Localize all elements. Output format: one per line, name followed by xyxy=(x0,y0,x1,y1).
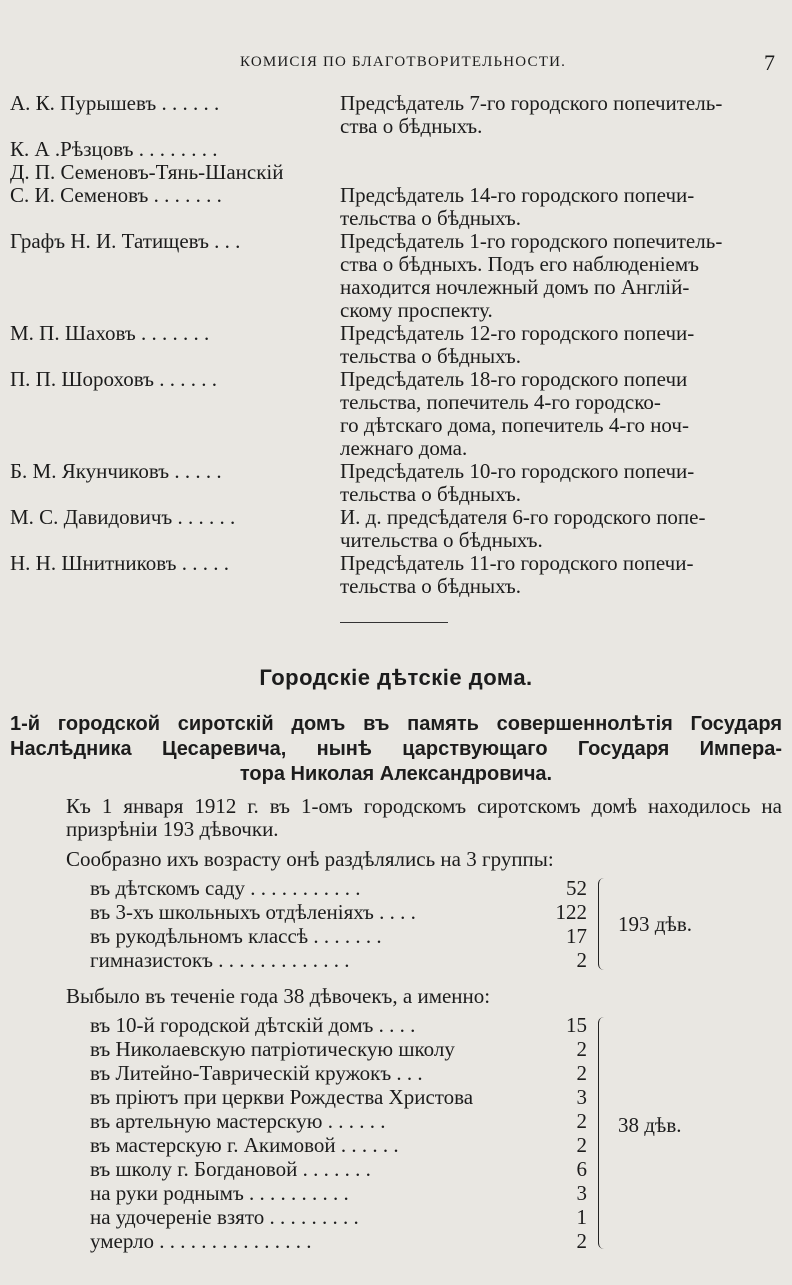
departure-row-label: въ Николаевскую патріотическую школу xyxy=(90,1037,455,1061)
departure-row xyxy=(90,1229,780,1253)
departure-row-value: 3 xyxy=(576,1181,587,1205)
group-row-value: 122 xyxy=(555,900,587,924)
departures-intro xyxy=(10,985,782,1008)
member-role-line: Предсѣдатель 18-го городского попечи xyxy=(340,367,688,391)
members-list xyxy=(10,92,785,598)
member-name: Графъ Н. И. Татищевъ . . . xyxy=(10,230,241,253)
departure-row-label: въ Литейно-Таврическій кружокъ . . . xyxy=(90,1061,423,1085)
member-role-line: тельства о бѣдныхъ. xyxy=(340,206,521,230)
member-name: Б. М. Якунчиковъ . . . . . xyxy=(10,460,222,483)
member-name: Д. П. Семеновъ-Тянь-Шанскій xyxy=(10,161,284,184)
page-number: 7 xyxy=(764,50,775,75)
member-role-line: скому проспекту. xyxy=(340,298,493,322)
section-title: Городскіе дѣтскіе дома. xyxy=(259,665,533,690)
member-name: П. П. Шороховъ . . . . . . xyxy=(10,368,217,391)
group-row-label: гимназистокъ . . . . . . . . . . . . . xyxy=(90,948,350,972)
member-row xyxy=(10,322,785,368)
member-role-line: лежнаго дома. xyxy=(340,436,468,460)
departure-row xyxy=(90,1061,780,1085)
member-role-line: го дѣтскаго дома, попечитель 4-го ноч- xyxy=(340,413,689,437)
groups-intro-text: Сообразно ихъ возрасту онѣ раздѣлялись на 3 группы: xyxy=(66,847,554,871)
member-role-line: тельства о бѣдныхъ. xyxy=(340,574,521,598)
departure-row-value: 1 xyxy=(576,1205,587,1229)
intro-text: Къ 1 января 1912 г. въ 1-омъ городскомъ сиротскомъ домѣ находилось на призрѣніи 193 дѣвочки. xyxy=(66,794,782,841)
group-row-label: въ 3-хъ школьныхъ отдѣленіяхъ . . . . xyxy=(90,900,416,924)
member-role-line: Предсѣдатель 12-го городского попечи- xyxy=(340,321,695,345)
departure-row-label: въ школу г. Богдановой . . . . . . . xyxy=(90,1157,371,1181)
member-role xyxy=(340,92,785,138)
orphanage-title-line-1: 1-й городской сиротскій домъ въ память совершеннолѣтія Государя xyxy=(10,713,782,735)
group-row xyxy=(90,876,780,900)
member-name: М. П. Шаховъ . . . . . . . xyxy=(10,322,210,345)
member-row xyxy=(10,138,785,161)
member-role-line: тельства, попечитель 4-го городско- xyxy=(340,390,661,414)
group-row-value: 2 xyxy=(576,948,587,972)
departure-row-label: умерло . . . . . . . . . . . . . . . xyxy=(90,1229,312,1253)
departure-row xyxy=(90,1157,780,1181)
departures-intro-text: Выбыло въ теченіе года 38 дѣвочекъ, а именно: xyxy=(66,984,491,1008)
member-role-line: Предсѣдатель 11-го городского попечи- xyxy=(340,551,694,575)
member-name: К. А .Рѣзцовъ . . . . . . . . xyxy=(10,138,218,161)
member-name: С. И. Семеновъ . . . . . . . xyxy=(10,184,222,207)
member-role xyxy=(340,506,785,552)
groups-brace xyxy=(598,878,609,970)
member-name: Н. Н. Шнитниковъ . . . . . xyxy=(10,552,230,575)
member-role-line: ства о бѣдныхъ. xyxy=(340,114,483,138)
member-role-line: тельства о бѣдныхъ. xyxy=(340,482,521,506)
departure-row-label: въ пріютъ при церкви Рождества Христова xyxy=(90,1085,474,1109)
member-role xyxy=(340,161,785,184)
member-row xyxy=(10,506,785,552)
departure-row xyxy=(90,1085,780,1109)
member-role-line: Предсѣдатель 10-го городского попечи- xyxy=(340,459,695,483)
orphanage-title xyxy=(10,712,782,787)
departure-row-label: на руки роднымъ . . . . . . . . . . xyxy=(90,1181,349,1205)
member-row xyxy=(10,552,785,598)
departure-row-label: на удочереніе взято . . . . . . . . . xyxy=(90,1205,359,1229)
member-row xyxy=(10,230,785,322)
departures-total: 38 дѣв. xyxy=(618,1113,682,1137)
departures-brace xyxy=(598,1017,609,1249)
departure-row-value: 15 xyxy=(566,1013,587,1037)
header-title: КОМИСІЯ ПО БЛАГОТВОРИТЕЛЬНОСТИ. xyxy=(240,54,567,70)
groups-total: 193 дѣв. xyxy=(618,912,693,936)
member-role-line: Предсѣдатель 1-го городского попечитель- xyxy=(340,229,723,253)
departure-row xyxy=(90,1037,780,1061)
group-row-value: 52 xyxy=(566,876,587,900)
member-row xyxy=(10,161,785,184)
groups-intro xyxy=(10,848,782,871)
departure-row xyxy=(90,1013,780,1037)
member-row xyxy=(10,92,785,138)
running-header xyxy=(0,52,792,76)
member-role xyxy=(340,322,785,368)
departure-row xyxy=(90,1205,780,1229)
departure-row-value: 2 xyxy=(576,1133,587,1157)
group-row-label: въ рукодѣльномъ классѣ . . . . . . . xyxy=(90,924,382,948)
departure-row-label: въ 10-й городской дѣтскій домъ . . . . xyxy=(90,1013,416,1037)
group-row-value: 17 xyxy=(566,924,587,948)
departure-row-value: 6 xyxy=(576,1157,587,1181)
member-role xyxy=(340,552,785,598)
departure-row xyxy=(90,1181,780,1205)
member-role-line: находится ночлежный домъ по Англій- xyxy=(340,275,690,299)
groups-table xyxy=(90,876,780,972)
member-role xyxy=(340,138,785,161)
member-role-line: тельства о бѣдныхъ. xyxy=(340,344,521,368)
section-divider xyxy=(340,622,448,623)
departure-row-value: 3 xyxy=(576,1085,587,1109)
member-row xyxy=(10,460,785,506)
departure-row-label: въ артельную мастерскую . . . . . . xyxy=(90,1109,386,1133)
member-role-line: Предсѣдатель 14-го городского попечи- xyxy=(340,183,695,207)
group-row xyxy=(90,948,780,972)
member-row xyxy=(10,368,785,460)
departure-row-value: 2 xyxy=(576,1109,587,1133)
member-role xyxy=(340,368,785,460)
orphanage-title-line-2: Наслѣдника Цесаревича, нынѣ царствующаго Государя Импера- xyxy=(10,738,782,760)
departure-row-value: 2 xyxy=(576,1037,587,1061)
member-role xyxy=(340,460,785,506)
member-name: М. С. Давидовичъ . . . . . . xyxy=(10,506,236,529)
member-row xyxy=(10,184,785,230)
group-row-label: въ дѣтскомъ саду . . . . . . . . . . . xyxy=(90,876,361,900)
member-role xyxy=(340,184,785,230)
orphanage-title-line-3: тора Николая Александровича. xyxy=(239,763,553,785)
member-role-line: ства о бѣдныхъ. Подъ его наблюденіемъ xyxy=(340,252,700,276)
intro-paragraph xyxy=(10,795,782,841)
departures-table xyxy=(90,1013,780,1253)
member-role xyxy=(340,230,785,322)
departure-row-value: 2 xyxy=(576,1229,587,1253)
member-name: А. К. Пурышевъ . . . . . . xyxy=(10,92,220,115)
member-role-line: Предсѣдатель 7-го городского попечитель- xyxy=(340,91,723,115)
member-role-line: чительства о бѣдныхъ. xyxy=(340,528,543,552)
departure-row-label: въ мастерскую г. Акимовой . . . . . . xyxy=(90,1133,399,1157)
departure-row-value: 2 xyxy=(576,1061,587,1085)
member-role-line: И. д. предсѣдателя 6-го городского попе- xyxy=(340,505,706,529)
